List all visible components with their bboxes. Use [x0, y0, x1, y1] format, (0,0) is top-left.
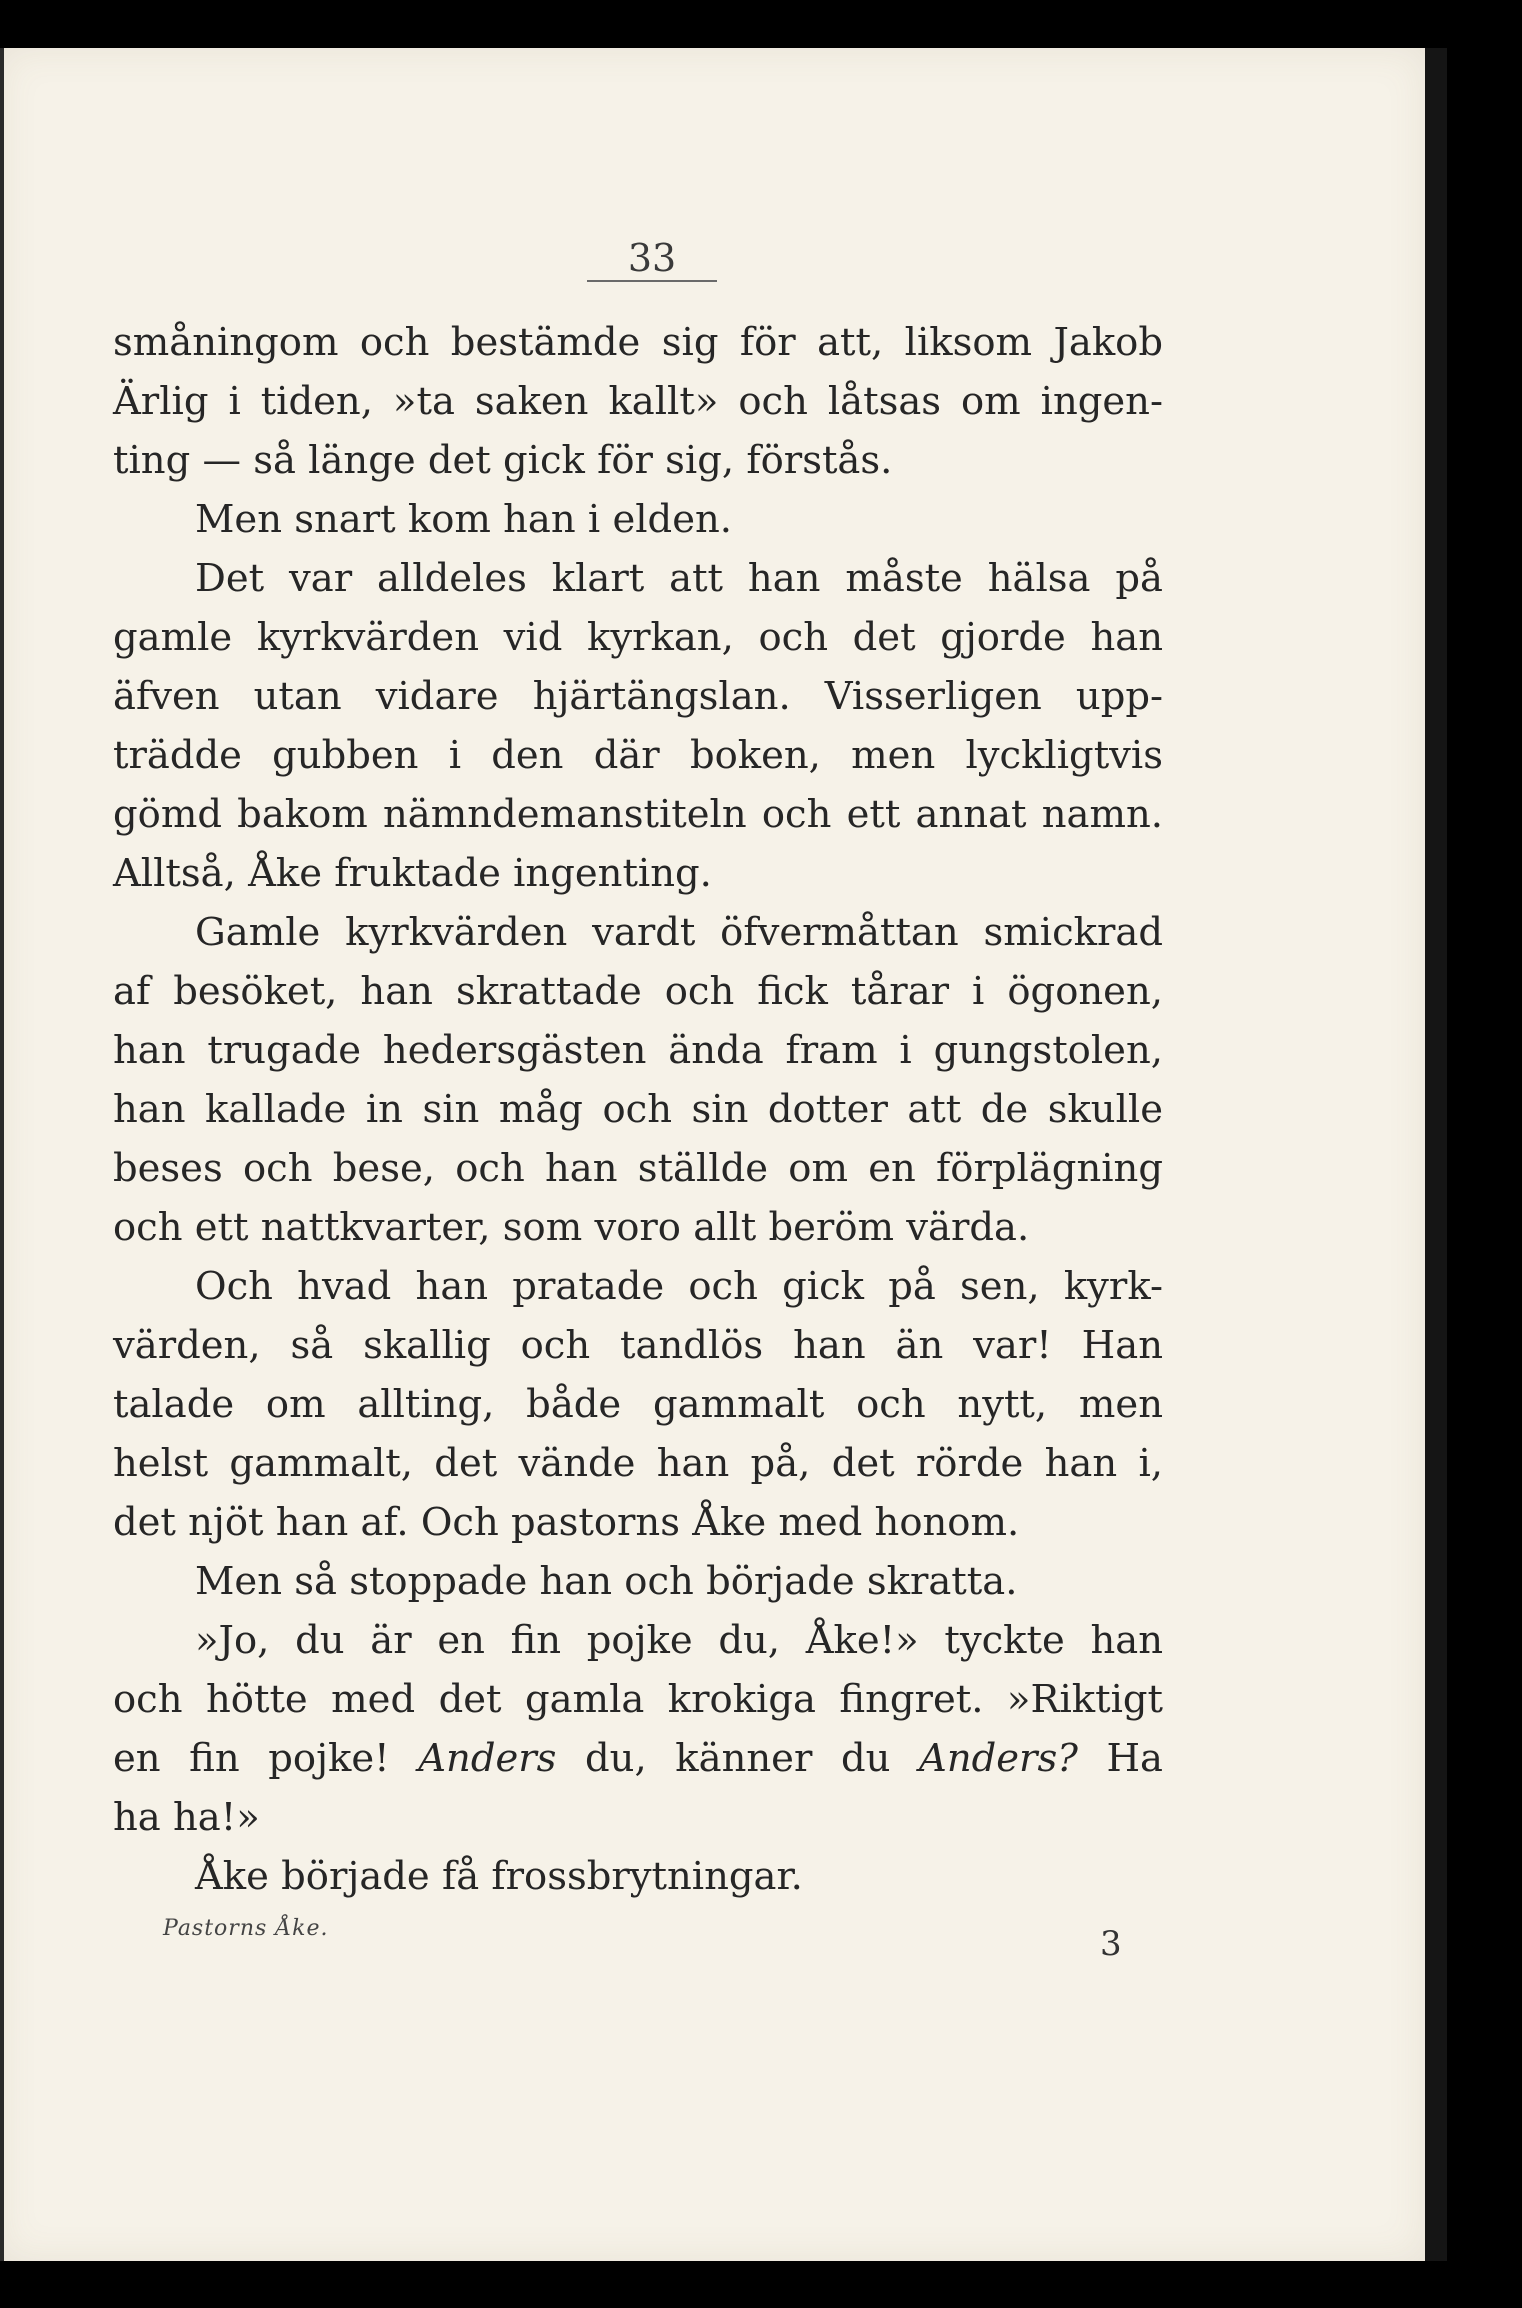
text-line: Åke började få frossbrytningar. [195, 1854, 803, 1899]
italic-name: Anders? [919, 1736, 1078, 1781]
signature-mark: Pastorns Åke. [163, 1916, 329, 1941]
text-segment: en fin pojke! [113, 1736, 419, 1781]
text-line: han trugade hedersgästen ända fram i gungstolen, [113, 1028, 1163, 1073]
text-line: Men snart kom han i elden. [195, 497, 733, 542]
text-line: värden, så skallig och tandlös han än var! Han [113, 1323, 1163, 1368]
text-line: beses och bese, och han ställde om en förplägning [113, 1146, 1163, 1191]
page-left-edge [0, 48, 4, 2261]
text-line: och hötte med det gamla krokiga fingret. »Riktigt [113, 1677, 1163, 1722]
text-line: gamle kyrkvärden vid kyrkan, och det gjorde han [113, 615, 1163, 660]
text-line-with-italics [113, 1729, 1163, 1788]
text-line: Och hvad han pratade och gick på sen, kyrk- [195, 1264, 1163, 1309]
text-segment: Ha [1077, 1736, 1163, 1781]
text-line: Gamle kyrkvärden vardt öfvermåttan smickrad [195, 910, 1163, 955]
text-line: af besöket, han skrattade och fick tårar i ögonen, [113, 969, 1163, 1014]
text-line: gömd bakom nämndemanstiteln och ett annat namn. [113, 792, 1163, 837]
text-line: Alltså, Åke fruktade ingenting. [113, 851, 712, 896]
book-page [0, 48, 1425, 2261]
text-line: det njöt han af. Och pastorns Åke med honom. [113, 1500, 1020, 1545]
text-line: Ärlig i tiden, »ta saken kallt» och låtsas om ingen- [113, 379, 1163, 424]
body-text [113, 313, 1163, 1906]
text-line: »Jo, du är en fin pojke du, Åke!» tyckte han [195, 1618, 1163, 1663]
text-line: ting — så länge det gick för sig, förstås. [113, 438, 893, 483]
page-right-edge [1425, 48, 1447, 2261]
text-line: han kallade in sin måg och sin dotter att de skulle [113, 1087, 1163, 1132]
text-line: och ett nattkvarter, som voro allt beröm värda. [113, 1205, 1030, 1250]
text-line: Men så stoppade han och började skratta. [195, 1559, 1018, 1604]
text-line: trädde gubben i den där boken, men lyckligtvis [113, 733, 1163, 778]
text-line: ha ha!» [113, 1795, 260, 1840]
text-segment: du, känner du [556, 1736, 920, 1781]
text-line: talade om allting, både gammalt och nytt, men [113, 1382, 1163, 1427]
text-line: äfven utan vidare hjärtängslan. Visserligen upp- [113, 674, 1163, 719]
text-line: Det var alldeles klart att han måste hälsa på [195, 556, 1163, 601]
page-number-rule [587, 280, 717, 282]
text-line: helst gammalt, det vände han på, det rörde han i, [113, 1441, 1163, 1486]
italic-name: Anders [418, 1736, 557, 1781]
page-number: 33 [627, 236, 677, 280]
text-line: småningom och bestämde sig för att, liksom Jakob [113, 320, 1163, 365]
signature-number: 3 [1100, 1924, 1122, 1964]
